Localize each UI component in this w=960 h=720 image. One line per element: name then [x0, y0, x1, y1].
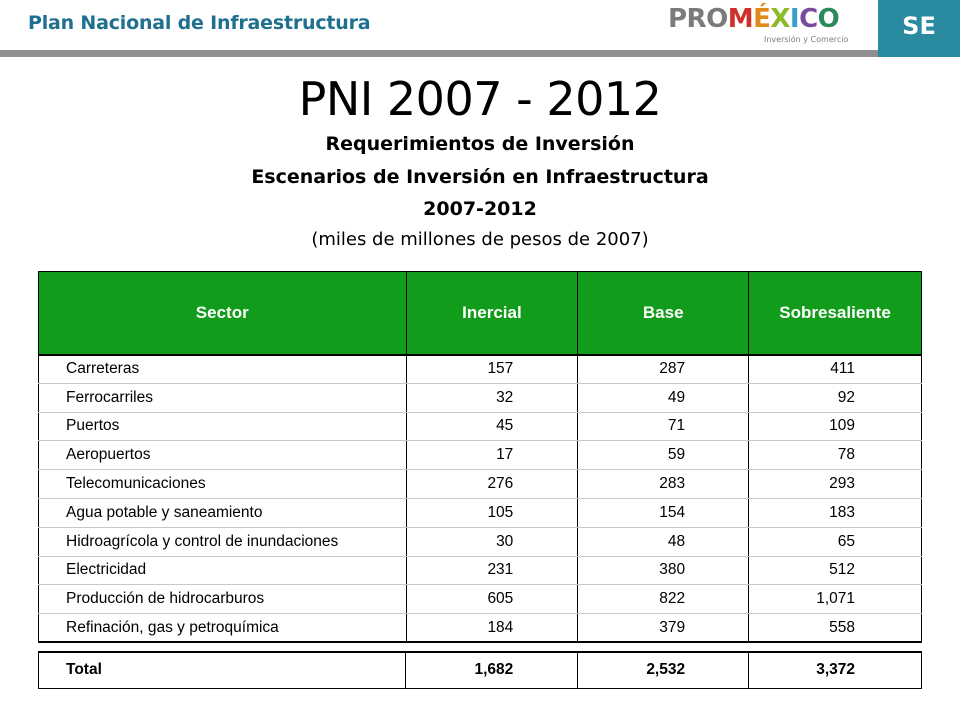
logo-part: I — [789, 4, 800, 34]
investment-table — [38, 271, 922, 643]
cell-inercial: 32 — [406, 383, 578, 412]
logo-wordmark — [668, 4, 858, 34]
page-title: PNI 2007 - 2012 — [298, 72, 662, 126]
cell-sector: Hidroagrícola y control de inundaciones — [39, 527, 407, 556]
cell-base: 379 — [578, 614, 749, 643]
cell-sector: Refinación, gas y petroquímica — [39, 614, 407, 643]
logo-part: M — [727, 4, 754, 34]
cell-inercial: 105 — [406, 498, 578, 527]
table-row — [39, 614, 922, 643]
cell-inercial: 157 — [406, 355, 578, 384]
cell-inercial: 30 — [406, 527, 578, 556]
cell-inercial: 605 — [406, 585, 578, 614]
cell-inercial: 231 — [406, 556, 578, 585]
table-row — [39, 355, 922, 384]
cell-sobresaliente: 512 — [749, 556, 922, 585]
total-table — [38, 651, 922, 689]
logo-part: X — [770, 4, 790, 34]
table-row — [39, 585, 922, 614]
table-row — [39, 498, 922, 527]
cell-base: 49 — [578, 383, 749, 412]
cell-sector: Puertos — [39, 412, 407, 441]
subtitle-years: 2007-2012 — [423, 198, 537, 220]
logo-subtitle: Inversión y Comercio — [764, 35, 849, 44]
header-sobresaliente: Sobresaliente — [749, 272, 922, 355]
logo-part: É — [753, 4, 771, 34]
cell-sobresaliente: 558 — [749, 614, 922, 643]
cell-sobresaliente: 183 — [749, 498, 922, 527]
subtitle-requerimientos: Requerimientos de Inversión — [325, 133, 635, 155]
subtitle-units: (miles de millones de pesos de 2007) — [311, 229, 649, 250]
logo-part: O — [817, 4, 840, 34]
cell-sector: Agua potable y saneamiento — [39, 498, 407, 527]
promexico-logo — [668, 4, 858, 48]
cell-inercial: 17 — [406, 441, 578, 470]
cell-base: 71 — [578, 412, 749, 441]
subtitle-escenarios: Escenarios de Inversión en Infraestructura — [251, 166, 709, 188]
cell-sector: Carreteras — [39, 355, 407, 384]
cell-base: 283 — [578, 470, 749, 499]
cell-sector: Aeropuertos — [39, 441, 407, 470]
cell-base: 59 — [578, 441, 749, 470]
header-divider — [0, 50, 878, 57]
table-row — [39, 441, 922, 470]
cell-sobresaliente: 65 — [749, 527, 922, 556]
total-row — [39, 652, 922, 688]
total-inercial: 1,682 — [406, 652, 578, 688]
table-row — [39, 412, 922, 441]
cell-sector: Telecomunicaciones — [39, 470, 407, 499]
cell-sobresaliente: 1,071 — [749, 585, 922, 614]
table-header-row — [39, 272, 922, 355]
se-label: SE — [902, 12, 936, 40]
cell-base: 822 — [578, 585, 749, 614]
cell-sobresaliente: 92 — [749, 383, 922, 412]
cell-sector: Producción de hidrocarburos — [39, 585, 407, 614]
header-sector: Sector — [39, 272, 407, 355]
table-row — [39, 383, 922, 412]
cell-inercial: 276 — [406, 470, 578, 499]
cell-sector: Electricidad — [39, 556, 407, 585]
cell-sector: Ferrocarriles — [39, 383, 407, 412]
cell-inercial: 45 — [406, 412, 578, 441]
logo-part: PRO — [668, 4, 728, 34]
total-sobresaliente: 3,372 — [749, 652, 922, 688]
total-base: 2,532 — [578, 652, 749, 688]
header-base: Base — [578, 272, 749, 355]
cell-base: 380 — [578, 556, 749, 585]
table-row — [39, 556, 922, 585]
cell-sobresaliente: 109 — [749, 412, 922, 441]
cell-base: 154 — [578, 498, 749, 527]
cell-base: 287 — [578, 355, 749, 384]
se-logo — [878, 0, 960, 52]
cell-inercial: 184 — [406, 614, 578, 643]
se-underbar — [878, 52, 960, 57]
cell-sobresaliente: 293 — [749, 470, 922, 499]
header-inercial: Inercial — [406, 272, 578, 355]
cell-sobresaliente: 411 — [749, 355, 922, 384]
cell-base: 48 — [578, 527, 749, 556]
logo-part: C — [799, 4, 818, 34]
cell-sobresaliente: 78 — [749, 441, 922, 470]
table-row — [39, 527, 922, 556]
total-label: Total — [39, 652, 406, 688]
header-title: Plan Nacional de Infraestructura — [28, 12, 371, 34]
table-row — [39, 470, 922, 499]
